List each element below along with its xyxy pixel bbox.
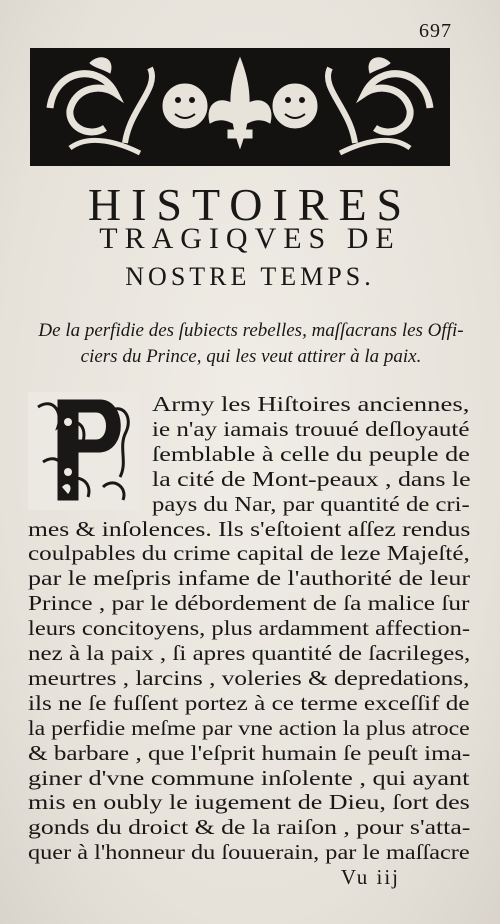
body-line-4: la cité de Mont-peaux , dans le: [152, 466, 471, 491]
chapter-subtitle: [24, 318, 478, 370]
body-line-13: ils ne ſe fuſſent portez à ce terme exceſſif de: [28, 690, 470, 715]
body-line-8: par le meſpris infame de l'authorité de leur: [28, 566, 471, 591]
body-line-6: mes & inſolences. Ils s'eſtoient aſſez rendus: [28, 516, 471, 541]
body-line-3: ſemblable à celle du peuple de: [152, 441, 470, 466]
body-line-15: & barbare , que l'eſprit humain ſe peuſt ima-: [28, 740, 471, 765]
body-line-9: Prince , par le débordement de ſa malice ſur: [28, 591, 470, 616]
body-line-10: leurs concitoyens, plus ardamment affection-: [28, 616, 471, 641]
body-line-16: giner d'vne commune inſolente , qui ayant: [28, 765, 470, 790]
title-line-1: HISTOIRES: [87, 179, 413, 230]
body-line-19: quer à l'honneur du ſouuerain, par le maſſacre: [28, 840, 470, 865]
body-line-5: pays du Nar, par quantité de cri-: [152, 491, 470, 516]
title-line-2: TRAGIQVES DE: [99, 222, 401, 255]
body-line-17: mis en oubly le iugement de Dieu, ſort des: [28, 790, 470, 815]
body-line-12: meurtres , larcins , voleries & depredations,: [28, 665, 470, 690]
body-line-14: la perfidie meſme par vne action la plus atroce: [28, 715, 470, 740]
headpiece-ornament-icon: [30, 48, 450, 166]
page-number: 697: [419, 20, 452, 42]
catchword-signature: Vu iij: [340, 865, 400, 890]
body-line-7: coulpables du crime capital de leze Majeſté,: [28, 541, 470, 566]
subtitle-line-2: ciers du Prince, qui les veut attirer à la paix.: [80, 346, 422, 367]
body-line-1: Army les Hiſtoires anciennes,: [152, 392, 470, 416]
title-line-3: NOSTRE TEMPS.: [125, 262, 375, 291]
body-line-11: nez à la paix , ſi apres quantité de ſacrileges,: [28, 641, 471, 665]
body-line-18: gonds du droict & de la raiſon , pour s'atta-: [28, 815, 471, 840]
subtitle-line-1: De la perfidie des ſubiects rebelles, maſſacrans les Offi-: [38, 320, 464, 341]
body-line-2: ie n'ay iamais trouué deſloyauté: [152, 416, 470, 441]
dropcap-p-ornament-icon: [28, 392, 140, 510]
